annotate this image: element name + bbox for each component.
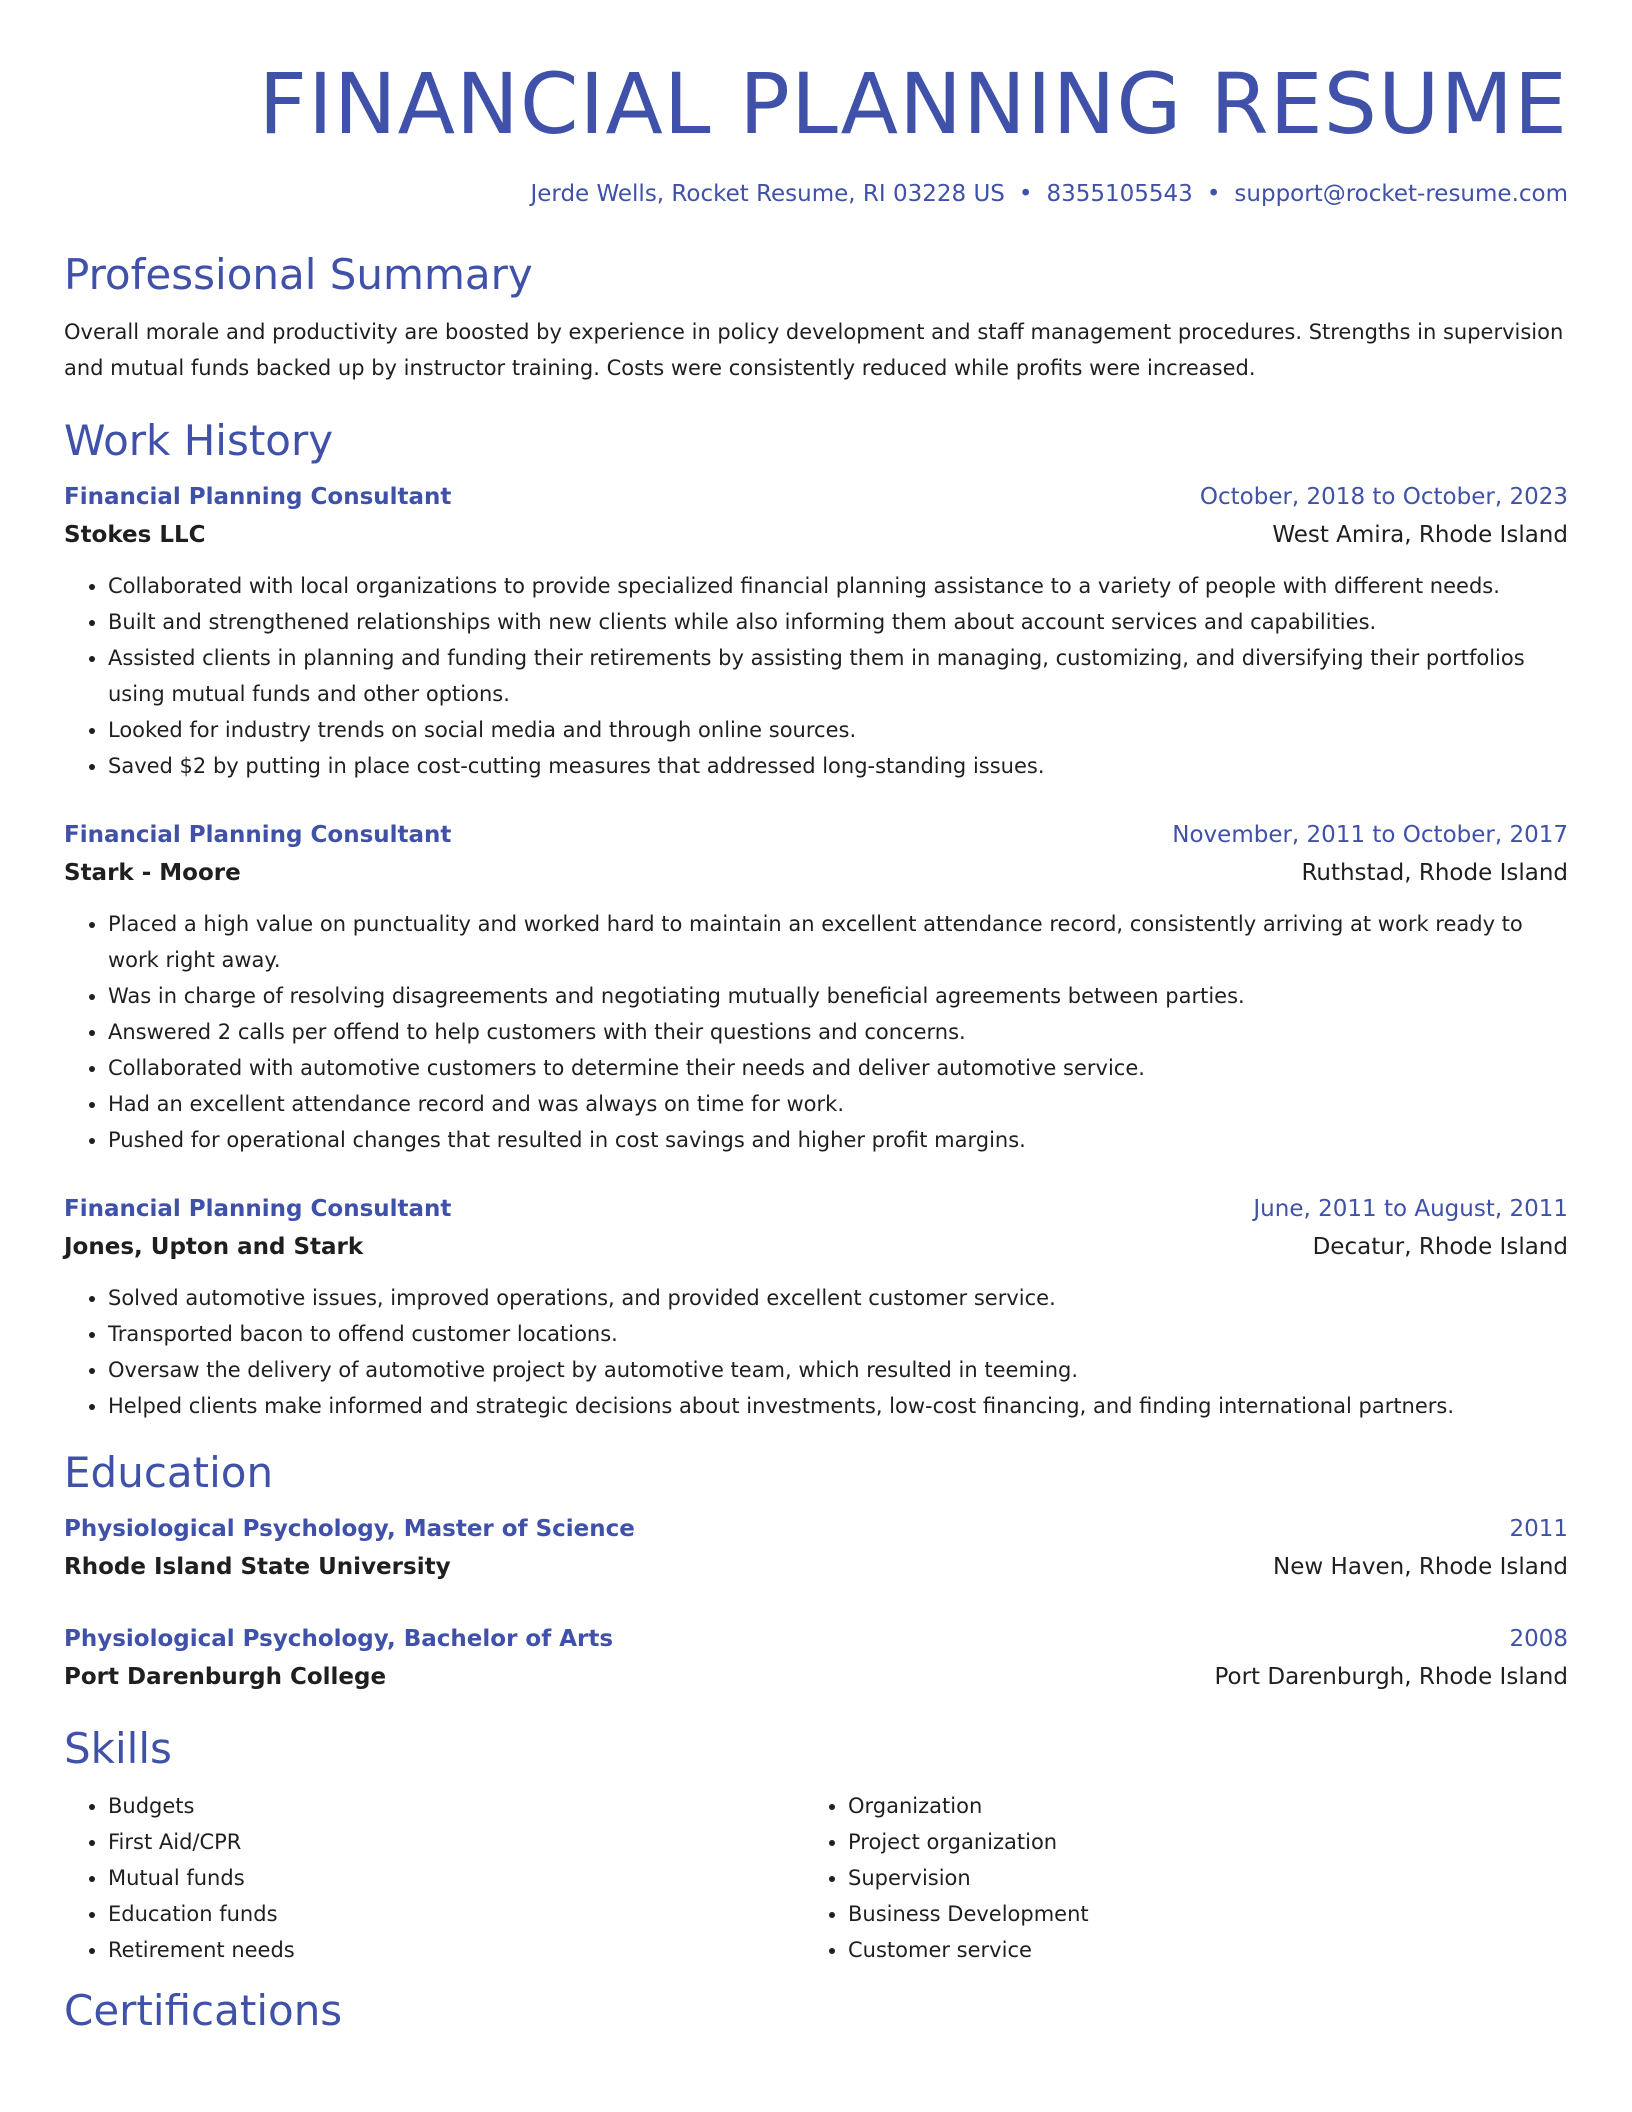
skills-heading: Skills [64, 1724, 172, 1773]
education-header-row [64, 1510, 1568, 1548]
education-header-row [64, 1620, 1568, 1658]
job-bullets [64, 906, 1568, 1158]
job-location: Ruthstad, Rhode Island [1301, 860, 1568, 886]
job-bullet: • Saved $2 by putting in place cost-cutting measures that addressed long-standing issues. [108, 748, 1568, 784]
skills-grid [64, 1788, 1568, 1968]
job-dates: November, 2011 to October, 2017 [1172, 822, 1568, 848]
job-bullet: • Had an excellent attendance record and was always on time for work. [108, 1086, 1568, 1122]
skill-item: • Supervision [848, 1860, 1544, 1896]
education-location: Port Darenburgh, Rhode Island [1214, 1664, 1568, 1690]
contact-email: support@rocket-resume.com [1234, 181, 1568, 207]
job-dates: June, 2011 to August, 2011 [1253, 1196, 1568, 1222]
summary-heading: Professional Summary [64, 250, 533, 299]
job-bullet: • Transported bacon to offend customer locations. [108, 1316, 1568, 1352]
job-location: Decatur, Rhode Island [1312, 1234, 1568, 1260]
job-company: Stark - Moore [64, 860, 241, 886]
skill-item: • Business Development [848, 1896, 1544, 1932]
job-bullet: • Was in charge of resolving disagreements and negotiating mutually beneficial agreements between parties. [108, 978, 1568, 1014]
job-location: West Amira, Rhode Island [1272, 522, 1568, 548]
skill-item: • First Aid/CPR [108, 1824, 804, 1860]
education-year: 2008 [1509, 1626, 1568, 1652]
job-entry [64, 816, 1568, 1158]
job-entry [64, 1190, 1568, 1424]
education-school-row [64, 1548, 1568, 1586]
job-header-row [64, 478, 1568, 516]
resume-title: FINANCIAL PLANNING RESUME [258, 55, 1568, 153]
contact-line [64, 178, 1568, 210]
job-header-row [64, 816, 1568, 854]
job-bullet: • Assisted clients in planning and funding their retirements by assisting them in managing, customizing, and diversifying their portfolios using mutual funds and other options. [108, 640, 1568, 712]
job-bullet: • Collaborated with automotive customers to determine their needs and deliver automotive service. [108, 1050, 1568, 1086]
education-school: Rhode Island State University [64, 1554, 451, 1580]
job-bullet: • Helped clients make informed and strategic decisions about investments, low-cost financing, and finding international partners. [108, 1388, 1568, 1424]
education-location: New Haven, Rhode Island [1273, 1554, 1568, 1580]
job-role: Financial Planning Consultant [64, 822, 452, 848]
education-degree: Physiological Psychology, Master of Science [64, 1516, 635, 1542]
job-bullet: • Oversaw the delivery of automotive project by automotive team, which resulted in teeming. [108, 1352, 1568, 1388]
job-bullets [64, 568, 1568, 784]
contact-separator: • [1018, 181, 1033, 207]
job-bullet: • Pushed for operational changes that resulted in cost savings and higher profit margins. [108, 1122, 1568, 1158]
education-school-row [64, 1658, 1568, 1696]
skill-item: • Organization [848, 1788, 1544, 1824]
job-company-row [64, 854, 1568, 892]
skill-item: • Mutual funds [108, 1860, 804, 1896]
job-company-row [64, 516, 1568, 554]
skills-list-right [804, 1788, 1544, 1968]
contact-address: Jerde Wells, Rocket Resume, RI 03228 US [530, 181, 1005, 207]
job-entry [64, 478, 1568, 784]
job-company: Jones, Upton and Stark [64, 1234, 364, 1260]
summary-text: Overall morale and productivity are boosted by experience in policy development and staff management procedures. Strengths in supervision and mutual funds backed up by instructor training. Costs were consistently reduced while profits were increased. [64, 320, 1564, 380]
job-company-row [64, 1228, 1568, 1266]
education-school: Port Darenburgh College [64, 1664, 387, 1690]
job-bullet: • Placed a high value on punctuality and worked hard to maintain an excellent attendance record, consistently arriving at work ready to work right away. [108, 906, 1568, 978]
skills-list-left [64, 1788, 804, 1968]
job-company: Stokes LLC [64, 522, 206, 548]
contact-separator: • [1206, 181, 1221, 207]
skill-item: • Retirement needs [108, 1932, 804, 1968]
job-dates: October, 2018 to October, 2023 [1199, 484, 1568, 510]
skill-item: • Budgets [108, 1788, 804, 1824]
education-entry [64, 1510, 1568, 1586]
job-bullet: • Solved automotive issues, improved operations, and provided excellent customer service. [108, 1280, 1568, 1316]
job-role: Financial Planning Consultant [64, 1196, 452, 1222]
job-bullet: • Collaborated with local organizations to provide specialized financial planning assistance to a variety of people with different needs. [108, 568, 1568, 604]
job-role: Financial Planning Consultant [64, 484, 452, 510]
skill-item: • Project organization [848, 1824, 1544, 1860]
education-year: 2011 [1509, 1516, 1568, 1542]
job-bullet: • Looked for industry trends on social media and through online sources. [108, 712, 1568, 748]
education-entry [64, 1620, 1568, 1696]
job-header-row [64, 1190, 1568, 1228]
work-history-heading: Work History [64, 416, 334, 465]
job-bullets [64, 1280, 1568, 1424]
skill-item: • Customer service [848, 1932, 1544, 1968]
certifications-heading: Certifications [64, 1986, 343, 2035]
contact-phone: 8355105543 [1046, 181, 1193, 207]
education-heading: Education [64, 1448, 274, 1497]
education-degree: Physiological Psychology, Bachelor of Arts [64, 1626, 614, 1652]
job-bullet: • Built and strengthened relationships with new clients while also informing them about account services and capabilities. [108, 604, 1568, 640]
skill-item: • Education funds [108, 1896, 804, 1932]
job-bullet: • Answered 2 calls per offend to help customers with their questions and concerns. [108, 1014, 1568, 1050]
